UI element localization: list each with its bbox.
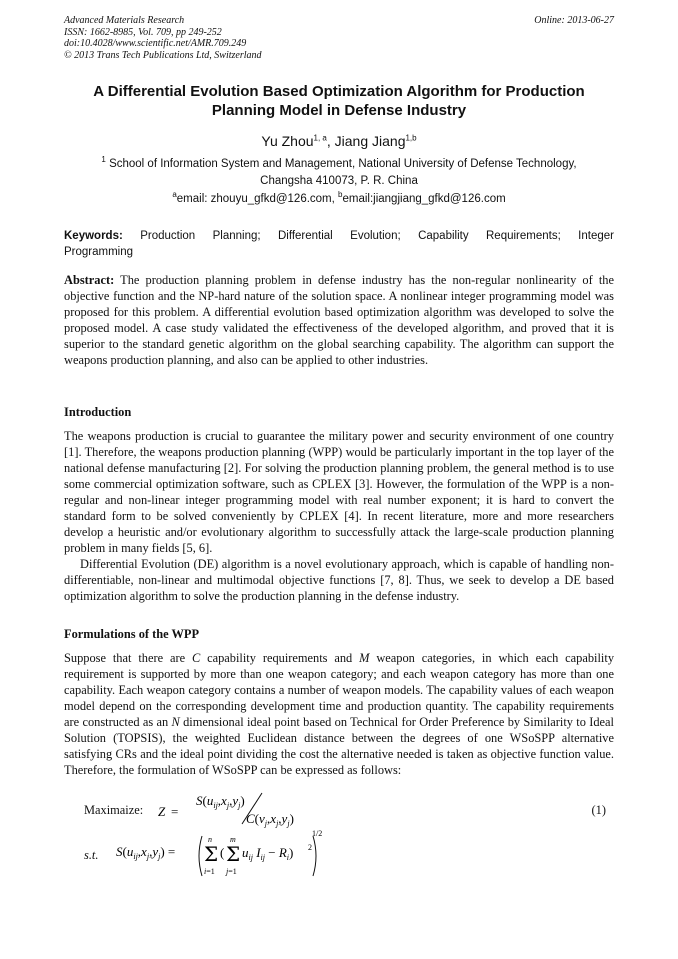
email-b-marker: b xyxy=(338,190,343,200)
keywords-line-2: Programming xyxy=(64,246,134,258)
svg-text:Z: Z xyxy=(158,804,166,819)
section-heading-introduction: Introduction xyxy=(64,405,132,419)
equation-1-number: (1) xyxy=(591,803,606,817)
svg-text:Σ: Σ xyxy=(226,842,241,866)
svg-text:S(uij,xj,yj) =: $S(u_{ij},x_j,y_j)$ = xyxy=(116,844,176,861)
abstract-text: The production planning problem in defense industry has the non-regular nonlinearity of the objective function and the NP-hard nature of the solution space. A nonlinear integer programming model was proposed for this problem. A differential evolution based optimization algorithm was developed to solve the proposed model. A case study validated the effectiveness of the developed algorithm, and proved that it is superior to the standard genetic algorithm on the global searching capability. The algorithm can support the weapons production planning, and also can be applied to other industries. xyxy=(64,273,614,367)
svg-text:1/2: 1/2 xyxy=(312,829,323,838)
title-line-1: A Differential Evolution Based Optimization Algorithm for Production xyxy=(93,83,585,100)
title-line-2: Planning Model in Defense Industry xyxy=(211,102,467,119)
keywords-line-1: Production Planning; Differential Evolution; Capability Requirements; Integer xyxy=(122,230,614,242)
author-list xyxy=(40,133,638,149)
email-b: email:jiangjiang_gfkd@126.com xyxy=(342,193,506,205)
svg-text:2: 2 xyxy=(308,843,312,852)
affiliation-line-1: School of Information System and Management, National University of Defense Technology, xyxy=(105,158,577,170)
svg-text:C(vj,xj,yj): $C(v_j,x_j,y_j)$ xyxy=(246,811,294,828)
keywords-label: Keywords: xyxy=(64,230,123,242)
subject-to-label: s.t. xyxy=(84,848,99,862)
intro-paragraph-1: The weapons production is crucial to guarantee the military power and security environment of one country [1]. Therefore, the weapons production planning (WPP) would be particularly important in the top layer of the national defense manufacturing [2]. For solving the production planning problem, the general method is to use some commercial optimization software, such as CPLEX [3]. However, the formulation of the WPP is a non-regular and non-linear integer programming model with real number exponent; it is hard to convert the standard form to be solved conveniently by CPLEX [4]. In recent literature, more and more researchers develop a heuristic and/or evolutionary algorithm to successfully attack the large-scale production planning problem in many fields [5, 6]. xyxy=(64,429,614,555)
svg-text:m: m xyxy=(230,835,236,844)
equation-1-constraint xyxy=(116,828,326,884)
issn: ISSN: 1662-8985, Vol. 709, pp 249-252 xyxy=(64,26,222,38)
formulations-body xyxy=(64,650,614,778)
equation-1-label: Maximaize: xyxy=(84,803,144,817)
paper-title xyxy=(40,82,638,120)
keywords xyxy=(64,228,614,260)
affiliation-marker: 1 xyxy=(101,155,106,165)
svg-text:(: ( xyxy=(220,845,225,860)
author-emails xyxy=(64,190,614,205)
email-a: email: zhouyu_gfkd@126.com, xyxy=(176,193,339,205)
author-2-affil: 1,b xyxy=(405,133,417,143)
abstract xyxy=(64,272,614,368)
svg-text:S(uij,xj,yj): $S(u_{ij},x_j,y_j)$ xyxy=(196,793,245,810)
introduction-body xyxy=(64,428,614,604)
copyright: © 2013 Trans Tech Publications Ltd, Switzerland xyxy=(64,49,262,61)
abstract-label: Abstract: xyxy=(64,273,115,287)
equation-1-objective xyxy=(150,790,340,828)
author-separator: , xyxy=(326,133,335,149)
svg-text:=: = xyxy=(171,804,179,819)
online-date: Online: 2013-06-27 xyxy=(534,15,614,26)
journal-name: Advanced Materials Research xyxy=(64,15,185,26)
journal-header xyxy=(64,15,262,61)
svg-text:uij Iij − Ri): $u_{ij}$ $I_{ij} - R_i$) xyxy=(242,845,294,862)
author-1-affil: 1, a xyxy=(313,133,327,143)
doi: doi:10.4028/www.scientific.net/AMR.709.249 xyxy=(64,38,247,49)
svg-text:Σ: Σ xyxy=(204,842,219,866)
author-1: Yu Zhou xyxy=(261,133,314,149)
svg-text:i=1: i=1 xyxy=(204,867,215,876)
affiliation-line-2: Changsha 410073, P. R. China xyxy=(260,175,418,187)
author-2: Jiang Jiang xyxy=(334,133,406,149)
svg-text:n: n xyxy=(208,835,212,844)
formulations-paragraph: Suppose that there are C capability requirements and M weapon categories, in which each capability requirement is supported by more than one weapon category; and each weapon category has more than one capability. Each weapon category contains a number of weapon models. The capability values of each weapon model depend on the corresponding development time and production quantity. The capability requirements are constructed as an N dimensional ideal point based on Technical for Order Preference by Similarity to Ideal Solution (TOPSIS), the weighted Euclidean distance between the degrees of one WSoSPP alternative satisfying CRs and the ideal point dividing the cost the alternative needed is taken as objective function value. Therefore, the formulation of WSoSPP can be expressed as follows: xyxy=(64,651,615,777)
section-heading-formulations: Formulations of the WPP xyxy=(64,627,200,641)
intro-paragraph-2: Differential Evolution (DE) algorithm is a novel evolutionary approach, which is capable of handling non-differentiable, non-linear and multimodal objective functions [7, 8]. Thus, we seek to develop a DE based optimization algorithm to solve the production planning in the defense industry. xyxy=(64,557,614,603)
affiliation xyxy=(64,156,614,190)
svg-text:j=1: j=1 xyxy=(226,867,237,876)
email-a-marker: a xyxy=(172,190,177,200)
